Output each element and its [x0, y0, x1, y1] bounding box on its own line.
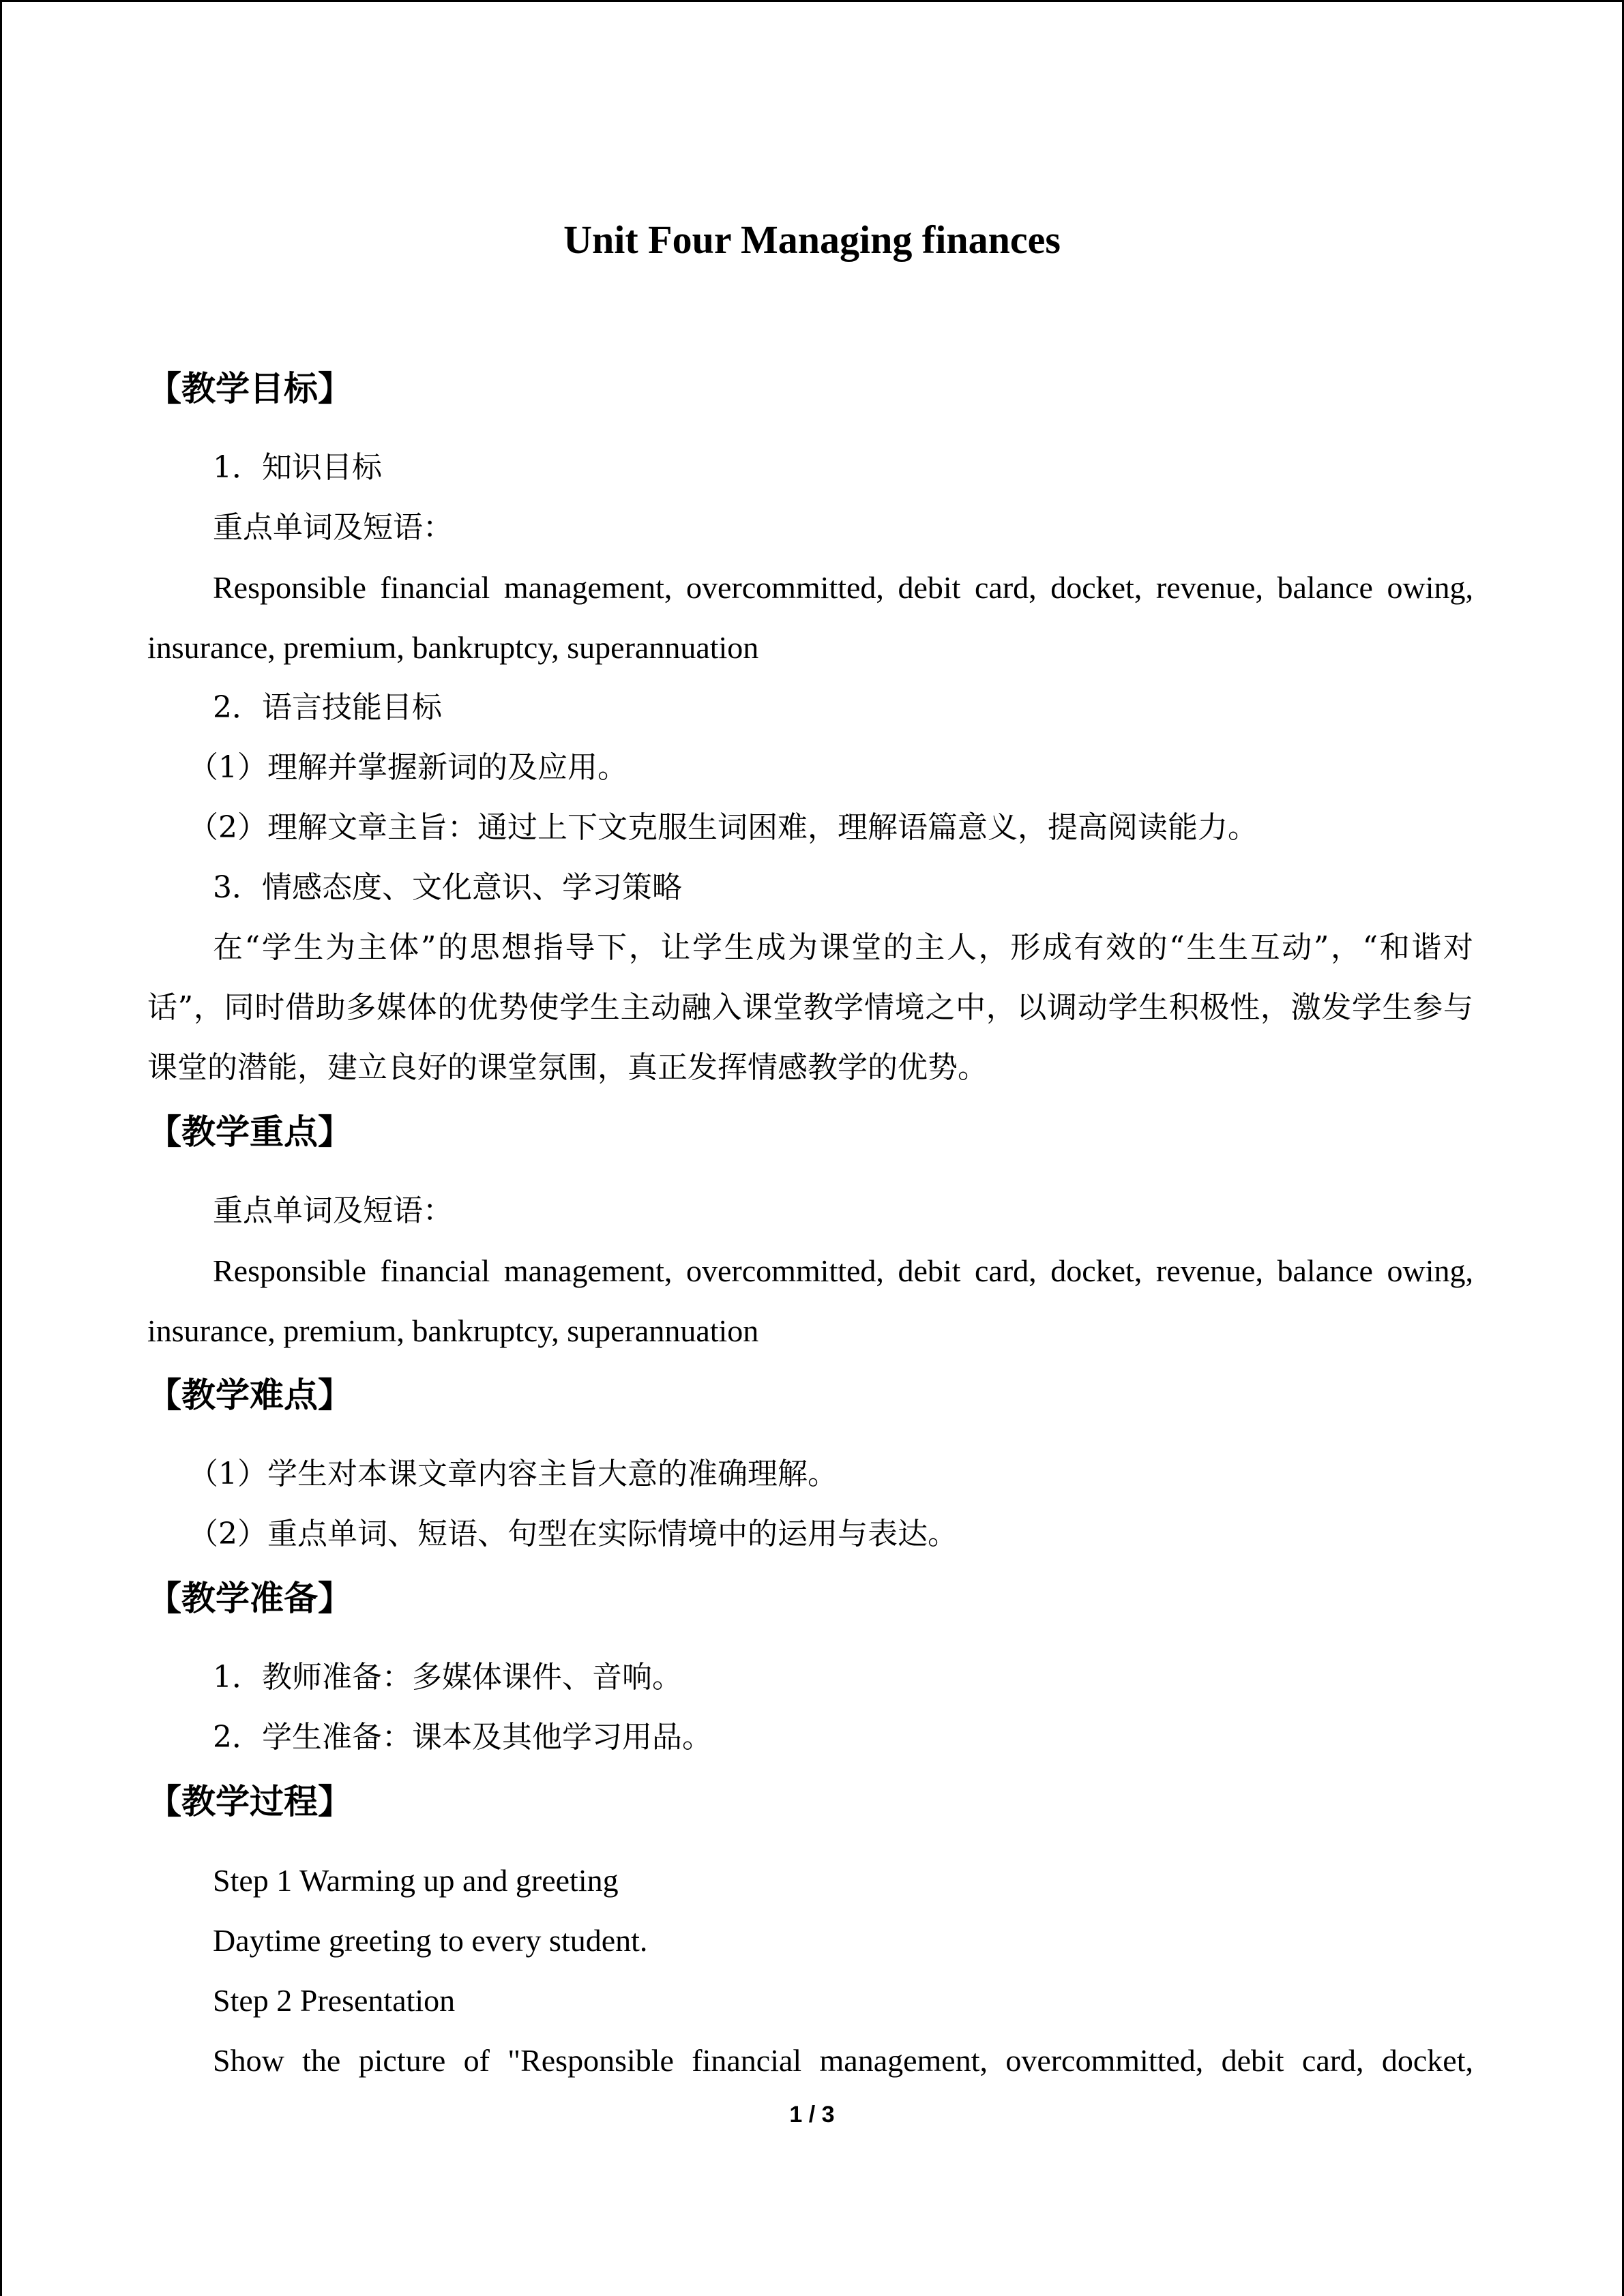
section-teaching-objectives	[147, 355, 1473, 1098]
page-border-top	[0, 0, 1624, 2]
section-heading: 【教学难点】	[147, 1375, 352, 1415]
page-border-left	[0, 0, 2, 2296]
section-teaching-preparation	[147, 1564, 1473, 1768]
paragraph: （1）理解并掌握新词的及应用。	[188, 750, 628, 785]
paragraph: 1．知识目标	[213, 450, 382, 485]
paragraph: 在“学生为主体”的思想指导下，让学生成为课堂的主人，形成有效的“生生互动”，“和谐对话”，同时借助多媒体的优势使学生主动融入课堂教学情境之中，以调动学生积极性，激发学生参与课堂的潜能，建立良好的课堂氛围，真正发挥情感教学的优势。	[147, 930, 1473, 1085]
document-title: Unit Four Managing finances	[563, 218, 1061, 262]
paragraph: 重点单词及短语：	[213, 510, 453, 545]
section-teaching-key-points	[147, 1098, 1473, 1361]
paragraph-vocabulary: Responsible financial management, overcommitted, debit card, docket, revenue, balance owing, insurance, premium, bankruptcy, superannuation	[147, 1253, 1473, 1348]
paragraph-vocabulary: Responsible financial management, overcommitted, debit card, docket, revenue, balance owing, insurance, premium, bankruptcy, superannuation	[147, 570, 1473, 665]
paragraph: （2）理解文章主旨：通过上下文克服生词困难，理解语篇意义，提高阅读能力。	[188, 810, 1258, 845]
paragraph: （1）学生对本课文章内容主旨大意的准确理解。	[188, 1457, 838, 1491]
paragraph: Show the picture of "Responsible financial management, overcommitted, debit card, docket,	[213, 2043, 1473, 2078]
section-heading: 【教学过程】	[147, 1782, 352, 1821]
paragraph: Step 2 Presentation	[213, 1983, 456, 2018]
section-teaching-process	[147, 1768, 1473, 2091]
paragraph: 重点单词及短语：	[213, 1193, 453, 1228]
section-heading: 【教学目标】	[147, 369, 352, 408]
section-heading: 【教学准备】	[147, 1579, 352, 1618]
section-heading: 【教学重点】	[147, 1112, 352, 1152]
document-body	[147, 355, 1473, 2091]
paragraph: 2．学生准备：课本及其他学习用品。	[213, 1720, 712, 1755]
section-teaching-difficulties	[147, 1361, 1473, 1564]
paragraph: 1．教师准备：多媒体课件、音响。	[213, 1660, 682, 1695]
paragraph: 2．语言技能目标	[213, 690, 442, 725]
paragraph: Step 1 Warming up and greeting	[213, 1863, 619, 1898]
paragraph: Daytime greeting to every student.	[213, 1923, 648, 1958]
paragraph: 3．情感态度、文化意识、学习策略	[213, 870, 682, 905]
paragraph: （2）重点单词、短语、句型在实际情境中的运用与表达。	[188, 1517, 958, 1551]
page-number: 1 / 3	[789, 2102, 835, 2128]
